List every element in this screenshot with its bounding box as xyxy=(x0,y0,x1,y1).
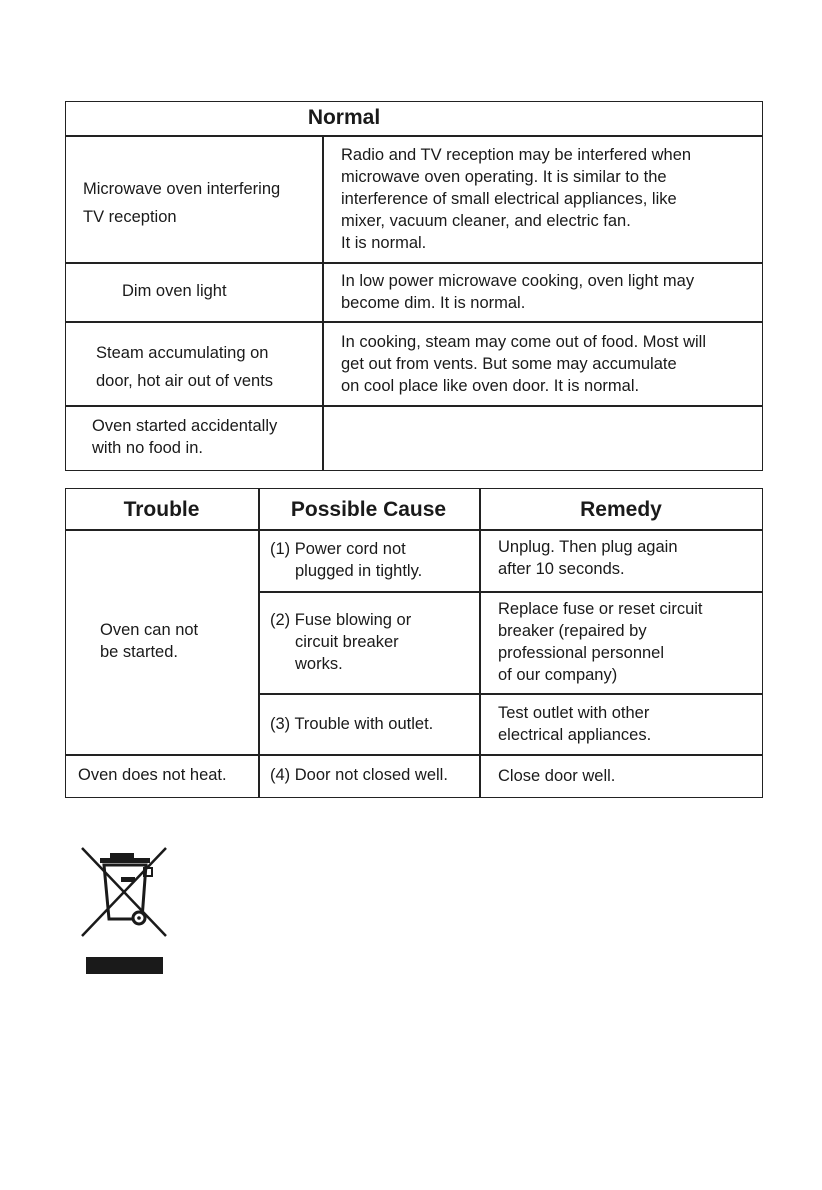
cause-outlet: (3) Trouble with outlet. xyxy=(270,715,434,733)
normal-symptom-dim-light: Dim oven light xyxy=(122,282,227,300)
remedy-replace-fuse: Replace fuse or reset circuit breaker (repaired by professional personnel of our company) xyxy=(498,600,703,684)
header-remedy: Remedy xyxy=(580,498,662,521)
normal-symptom-started-accidentally: Oven started accidentally with no food in. xyxy=(92,417,278,457)
remedy-close-door: Close door well. xyxy=(498,767,616,785)
normal-explanation-steam: In cooking, steam may come out of food. Most will get out from vents. But some may accumulate on cool place like oven door. It is normal. xyxy=(341,333,706,395)
remedy-test-outlet: Test outlet with other electrical appliances. xyxy=(498,704,652,744)
normal-explanation-dim-light: In low power microwave cooking, oven light may become dim. It is normal. xyxy=(341,272,695,312)
header-trouble: Trouble xyxy=(123,498,200,521)
weee-bin-icon xyxy=(78,843,174,983)
remedy-unplug: Unplug. Then plug again after 10 seconds. xyxy=(498,538,678,578)
cause-fuse: (2) Fuse blowing or circuit breaker works. xyxy=(270,611,412,673)
normal-explanation-tv: Radio and TV reception may be interfered when microwave oven operating. It is similar to the interference of small electrical appliances, like mixer, vacuum cleaner, and electric fan. It is normal. xyxy=(341,146,692,252)
cause-power-cord: (1) Power cord not plugged in tightly. xyxy=(270,540,423,580)
trouble-oven-not-started: Oven can not be started. xyxy=(100,621,199,661)
normal-symptom-steam: Steam accumulating on door, hot air out of vents xyxy=(96,344,274,390)
normal-header: Normal xyxy=(307,106,381,129)
cause-door: (4) Door not closed well. xyxy=(270,766,448,784)
trouble-does-not-heat: Oven does not heat. xyxy=(78,766,227,784)
header-possible-cause: Possible Cause xyxy=(290,498,447,521)
normal-symptom-tv: Microwave oven interfering TV reception xyxy=(83,180,281,226)
